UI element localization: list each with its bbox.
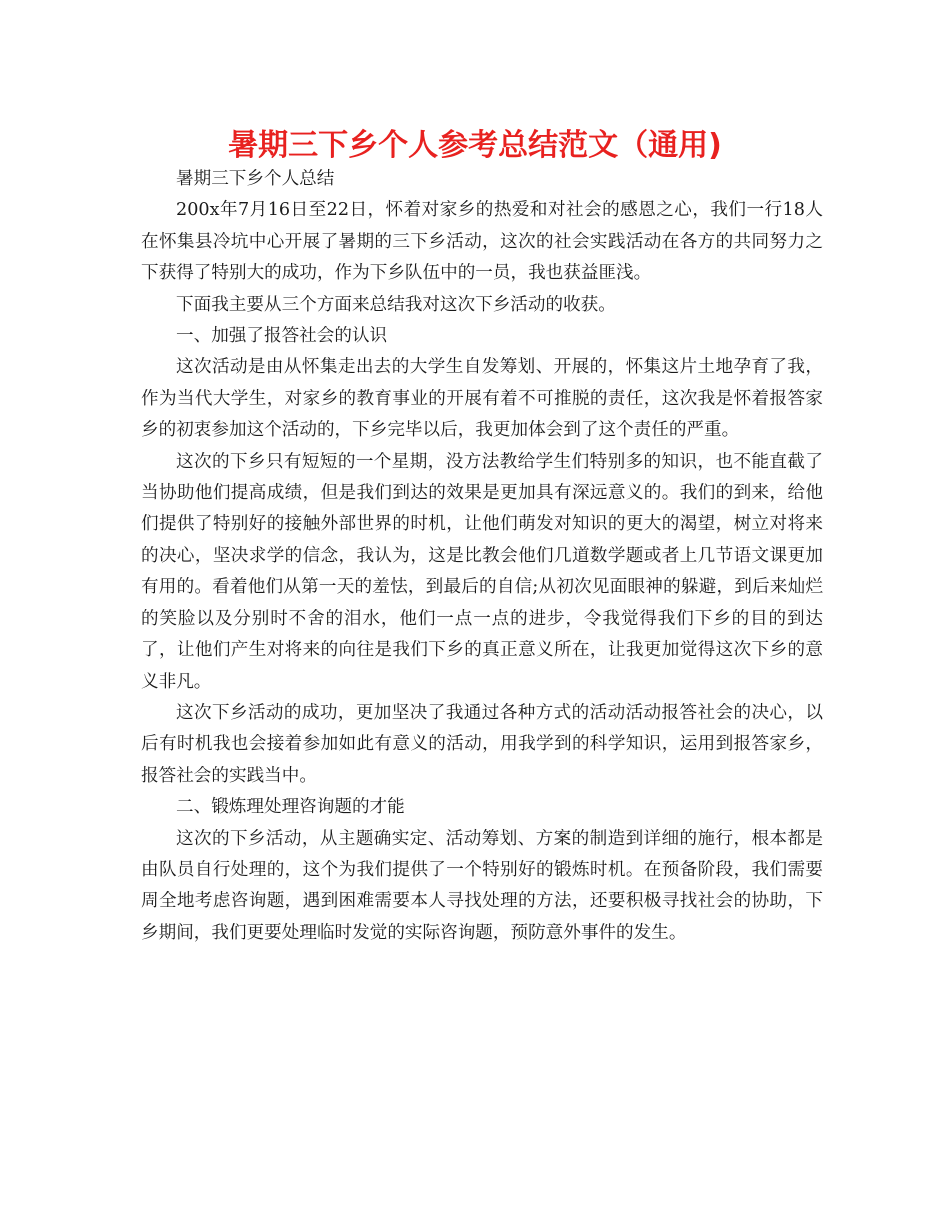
paragraph-section1-b: 这次的下乡只有短短的一个星期，没方法教给学生们特别多的知识，也不能直截了当协助他们提高成绩，但是我们到达的效果是更加具有深远意义的。我们的到来，给他们提供了特别好的接触外部世界的时机，让他们萌发对知识的更大的渴望，树立对将来的决心，坚决求学的信念，我认为，这是比教会他们几道数学题或者上几节语文课更加有用的。看着他们从第一天的羞怯，到最后的自信;从初次见面眼神的躲避，到后来灿烂的笑脸以及分别时不舍的泪水，他们一点一点的进步，令我觉得我们下乡的目的到达了，让他们产生对将来的向往是我们下乡的真正意义所在，让我更加觉得这次下乡的意义非凡。 xyxy=(141,451,823,692)
paragraph-section1-a: 这次活动是由从怀集走出去的大学生自发筹划、开展的，怀集这片土地孕育了我，作为当代大学生，对家乡的教育事业的开展有着不可推脱的责任，这次我是怀着报答家乡的初衷参加这个活动的，下乡完毕以后，我更加体会到了这个责任的严重。 xyxy=(141,357,823,441)
paragraph-intro: 200x年7月16日至22日，怀着对家乡的热爱和对社会的感恩之心，我们一行18人在怀集县冷坑中心开展了暑期的三下乡活动，这次的社会实践活动在各方的共同努力之下获得了特别大的成功，作为下乡队伍中的一员，我也获益匪浅。 xyxy=(141,200,823,284)
paragraph-section1-c: 这次下乡活动的成功，更加坚决了我通过各种方式的活动活动报答社会的决心，以后有时机我也会接着参加如此有意义的活动，用我学到的科学知识，运用到报答家乡，报答社会的实践当中。 xyxy=(141,702,823,786)
section-heading-1: 一、加强了报答社会的认识 xyxy=(176,326,388,347)
section-heading-2: 二、锻炼理处理咨询题的才能 xyxy=(176,797,405,818)
paragraph-overview: 下面我主要从三个方面来总结我对这次下乡活动的收获。 xyxy=(176,294,616,315)
document-body xyxy=(141,164,823,949)
paragraph-section2-a: 这次的下乡活动，从主题确实定、活动筹划、方案的制造到详细的施行，根本都是由队员自行处理的，这个为我们提供了一个特别好的锻炼时机。在预备阶段，我们需要周全地考虑咨询题，遇到困难需要本人寻找处理的方法，还要积极寻找社会的协助，下乡期间，我们更要处理临时发觉的实际咨询题，预防意外事件的发生。 xyxy=(141,828,823,943)
document-title: 暑期三下乡个人参考总结范文（通用) xyxy=(228,128,722,163)
paragraph-subtitle: 暑期三下乡个人总结 xyxy=(176,169,335,189)
